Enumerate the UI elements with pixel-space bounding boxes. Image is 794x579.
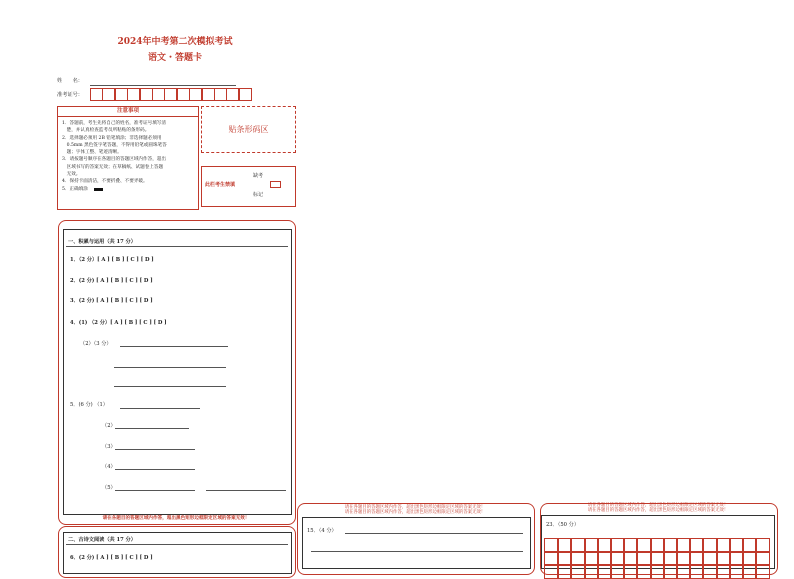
id-cell[interactable] bbox=[152, 88, 165, 101]
id-cell[interactable] bbox=[102, 88, 115, 101]
q1-choice[interactable]: 1．（2 分）[ A ] [ B ] [ C ] [ D ] bbox=[70, 257, 154, 263]
id-cell[interactable] bbox=[127, 88, 140, 101]
id-label: 准考证号： bbox=[57, 92, 83, 98]
col2-answer-box bbox=[302, 517, 531, 569]
id-cell[interactable] bbox=[177, 88, 190, 101]
q5-4-label: （4） bbox=[102, 464, 116, 470]
q4-2-answer-line[interactable] bbox=[114, 386, 226, 387]
col3-warning-2: 请在各题目的答题区域内作答，超出黑色矩形边框限定区域的答案无效！ bbox=[587, 508, 729, 513]
col2-warning-1: 请在各题目的答题区域内作答，超出黑色矩形边框限定区域的答案无效！ bbox=[344, 505, 486, 510]
q15-label: 15．（4 分） bbox=[307, 528, 337, 534]
q5-3-answer-line[interactable] bbox=[115, 449, 195, 450]
id-cell[interactable] bbox=[140, 88, 153, 101]
exam-id-cells[interactable] bbox=[90, 88, 251, 101]
section1-answer-box bbox=[63, 229, 292, 515]
essay-grid-cell[interactable] bbox=[755, 564, 770, 579]
filled-mark-icon bbox=[94, 188, 103, 192]
id-cell[interactable] bbox=[189, 88, 202, 101]
q5-5-answer-line[interactable] bbox=[115, 490, 195, 491]
page-subtitle: 语文・答题卡 bbox=[147, 53, 202, 63]
q4-2-answer-line[interactable] bbox=[120, 346, 228, 347]
q15-answer-line[interactable] bbox=[345, 533, 523, 534]
section1-heading: 一、积累与运用（共 17 分） bbox=[68, 239, 136, 245]
id-cell[interactable] bbox=[226, 88, 239, 101]
barcode-area bbox=[201, 106, 296, 153]
answer-area-warning: 请在各题目的答题区域内作答，超出黑色矩形边框限定区域的答案无效！ bbox=[102, 516, 250, 521]
id-cell[interactable] bbox=[214, 88, 227, 101]
name-label: 姓 名： bbox=[57, 78, 83, 84]
absent-bottom-label: 标记 bbox=[253, 192, 264, 198]
q23-label: 23．（50 分） bbox=[546, 522, 580, 528]
q3-choice[interactable]: 3．(2 分) [ A ] [ B ] [ C ] [ D ] bbox=[70, 298, 153, 304]
notice-line: 4．保持卡面清洁，不要折叠、不要弄破。 bbox=[62, 179, 148, 185]
absent-top-label: 缺考 bbox=[253, 173, 264, 179]
essay-grid[interactable] bbox=[544, 538, 770, 568]
id-cell[interactable] bbox=[164, 88, 177, 101]
q5-5-label: （5） bbox=[102, 485, 116, 491]
q5-4-answer-line[interactable] bbox=[115, 469, 195, 470]
q4-2-answer-line[interactable] bbox=[114, 367, 226, 368]
name-field[interactable] bbox=[90, 85, 236, 86]
q5-2-label: （2） bbox=[102, 423, 116, 429]
notice-line: 2．选择题必须用 2B 铅笔填涂；非选择题必须用 bbox=[62, 135, 162, 141]
page-title: 2024年中考第二次模拟考试 bbox=[117, 37, 233, 47]
q5-5-answer-line[interactable] bbox=[206, 490, 286, 491]
fill-example-label: 5．正确填涂 bbox=[62, 186, 88, 192]
absent-forbidden-label: 此栏考生禁填 bbox=[205, 182, 236, 188]
notice-lines bbox=[62, 120, 167, 193]
id-cell[interactable] bbox=[115, 88, 128, 101]
absent-checkbox[interactable] bbox=[270, 181, 281, 188]
q6-choice[interactable]: 6．(2 分) [ A ] [ B ] [ C ] [ D ] bbox=[70, 555, 153, 561]
col3-warning-1: 请在各题目的答题区域内作答，超出黑色矩形边框限定区域的答案无效！ bbox=[587, 503, 729, 508]
id-cell[interactable] bbox=[90, 88, 103, 101]
q4-1-choice[interactable]: 4．(1) （2 分）[ A ] [ B ] [ C ] [ D ] bbox=[70, 320, 167, 326]
notice-line: 1．答题前，考生先将自己的姓名，准考证号填写清 bbox=[62, 121, 166, 126]
notice-line: 无效。 bbox=[62, 172, 81, 178]
id-cell[interactable] bbox=[239, 88, 252, 101]
q15-answer-line[interactable] bbox=[311, 551, 523, 552]
q5-1-answer-line[interactable] bbox=[120, 408, 200, 409]
col2-warning-2: 请在各题目的答题区域内作答，超出黑色矩形边框限定区域的答案无效！ bbox=[344, 510, 486, 515]
notice-title: 注意事项 bbox=[58, 107, 198, 117]
q5-3-label: （3） bbox=[102, 444, 116, 450]
notice-line: 3．请按题号顺序在各题目的答题区域内作答，超出 bbox=[62, 157, 166, 163]
q4-2-label: （2）（3 分） bbox=[80, 341, 112, 347]
id-cell[interactable] bbox=[202, 88, 215, 101]
notice-line: 区域书写的答案无效；在草稿纸、试题卷上答题 bbox=[62, 164, 164, 170]
notice-line: 0.5mm 黑色签字笔答题，不得用铅笔或圆珠笔答 bbox=[62, 142, 167, 148]
section2-answer-box bbox=[63, 532, 292, 574]
barcode-label: 贴条形码区 bbox=[228, 125, 269, 134]
q5-2-answer-line[interactable] bbox=[115, 428, 189, 429]
absent-mark-box bbox=[201, 166, 296, 207]
section2-heading: 二、古诗文阅读（共 17 分） bbox=[68, 537, 136, 543]
notice-line: 题；字体工整、笔迹清晰。 bbox=[62, 150, 122, 156]
notice-box bbox=[57, 106, 199, 210]
notice-line: 楚，并认真检查监考员所粘贴的条形码。 bbox=[62, 128, 150, 134]
q5-label: 5．(6 分) （1） bbox=[70, 402, 108, 408]
q2-choice[interactable]: 2．(2 分) [ A ] [ B ] [ C ] [ D ] bbox=[70, 278, 153, 284]
